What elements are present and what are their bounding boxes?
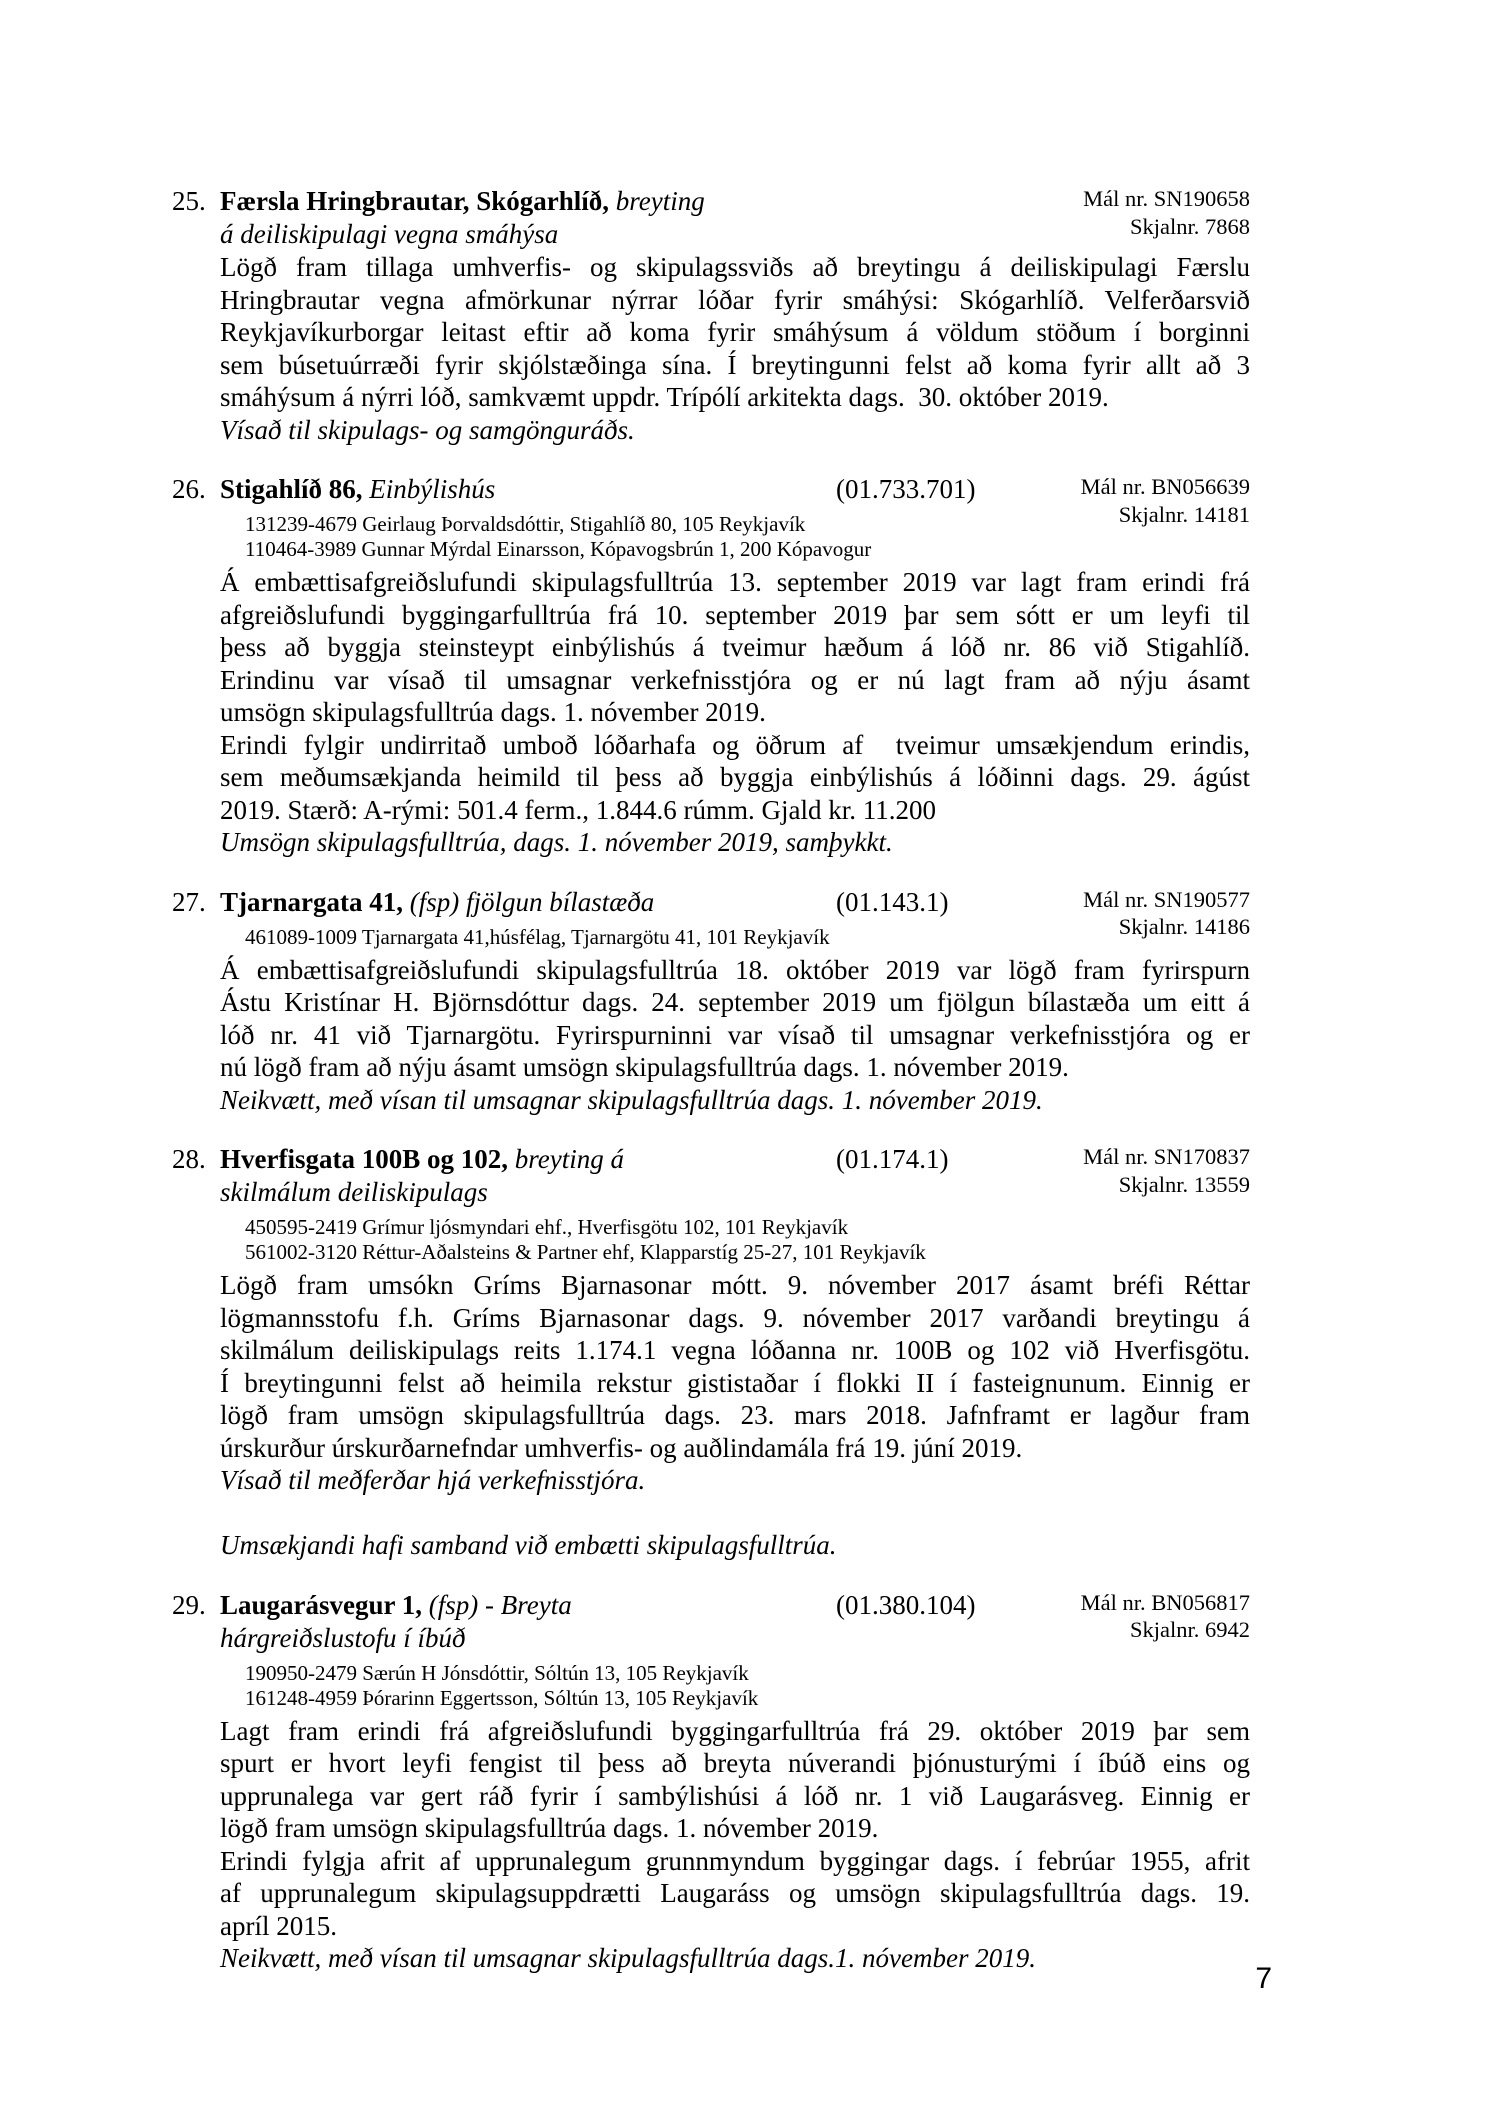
- party-line: 190950-2479 Særún H Jónsdóttir, Sóltún 13, 105 Reykjavík: [245, 1660, 749, 1685]
- item-subtitle: (fsp) fjölgun bílastæða: [409, 886, 655, 917]
- party-list: [245, 1215, 1250, 1265]
- plan-area-number: (01.174.1): [836, 1144, 949, 1174]
- party-line: 131239-4679 Geirlaug Þorvaldsdóttir, Stigahlíð 80, 105 Reykjavík: [245, 512, 806, 536]
- document-number: Skjalnr. 14186: [1118, 914, 1250, 939]
- party-line: 561002-3120 Réttur-Aðalsteins & Partner ehf, Klapparstíg 25-27, 101 Reykjavík: [245, 1240, 926, 1264]
- conclusion-paragraph: [220, 414, 1250, 447]
- body-line: Hringbrautar vegna afmörkunar nýrrar lóðar fyrir smáhýsi: Skógarhlíð. Velferðarsvið: [220, 284, 1250, 315]
- agenda-item: [0, 1143, 1500, 1562]
- body-line: lögð fram umsögn skipulagsfulltrúa dags. 1. nóvember 2019.: [220, 1813, 879, 1843]
- body-line: af upprunalegum skipulagsuppdrætti Laugaráss og umsögn skipulagsfulltrúa dags. 19.: [220, 1878, 1250, 1908]
- body-line: sem búsetuúrræði fyrir skjólstæðinga sína. Í breytingunni felst að koma fyrir allt að 3: [220, 349, 1250, 380]
- body-line: Umsækjandi hafi samband við embætti skipulagsfulltrúa.: [220, 1530, 837, 1560]
- body-line: Lögð fram umsókn Gríms Bjarnasonar mótt. 9. nóvember 2017 ásamt bréfi Réttar: [220, 1270, 1250, 1300]
- item-number: 27.: [172, 886, 206, 917]
- body-line: afgreiðslufundi byggingarfulltrúa frá 10. september 2019 þar sem sótt er um leyfi til: [220, 599, 1250, 630]
- document-number: Skjalnr. 13559: [1118, 1171, 1250, 1197]
- item-title: Færsla Hringbrautar, Skógarhlíð,: [220, 186, 610, 216]
- item-body: [220, 251, 1250, 446]
- case-number: Mál nr. BN056639: [1080, 474, 1250, 499]
- item-subtitle-line2: á deiliskipulagi vegna smáhýsa: [220, 219, 559, 249]
- body-line: spurt er hvort leyfi fengist til þess að breyta núverandi þjónusturými í íbúð eins og: [220, 1748, 1250, 1778]
- body-paragraph: [220, 729, 1250, 827]
- body-line: Lögð fram tillaga umhverfis- og skipulagssviðs að breytingu á deiliskipulagi Færslu: [220, 252, 1250, 282]
- item-number: 26.: [172, 474, 206, 504]
- body-line: lóð nr. 41 við Tjarnargötu. Fyrirspurninni var vísað til umsagnar verkefnisstjóra og er: [220, 1019, 1250, 1050]
- item-subtitle: (fsp) - Breyta: [428, 1589, 572, 1620]
- agenda-item: [0, 185, 1500, 446]
- body-paragraph: [220, 954, 1250, 1084]
- conclusion-paragraph: [220, 1464, 1250, 1497]
- plan-area-number: (01.380.104): [836, 1589, 976, 1620]
- body-line: upprunalega var gert ráð fyrir í sambýlishúsi á lóð nr. 1 við Laugarásveg. Einnig er: [220, 1780, 1250, 1811]
- item-content: [220, 1143, 1250, 1562]
- agenda-item: [0, 473, 1500, 859]
- party-line: 450595-2419 Grímur ljósmyndari ehf., Hverfisgötu 102, 101 Reykjavík: [245, 1215, 849, 1239]
- body-line: Erindinu var vísað til umsagnar verkefnisstjóra og er nú lagt fram að nýju ásamt: [220, 664, 1250, 695]
- item-body: [220, 1715, 1250, 1975]
- agenda-item: [0, 886, 1500, 1117]
- item-title: Laugarásvegur 1,: [220, 1589, 423, 1620]
- item-content: [220, 1589, 1250, 1975]
- body-line: Á embættisafgreiðslufundi skipulagsfulltrúa 18. október 2019 var lögð fram fyrirspurn: [220, 954, 1250, 985]
- conclusion-paragraph: [220, 1529, 1250, 1562]
- body-line: umsögn skipulagsfulltrúa dags. 1. nóvember 2019.: [220, 697, 766, 727]
- conclusion-paragraph: [220, 1084, 1250, 1117]
- body-line: Neikvætt, með vísan til umsagnar skipulagsfulltrúa dags.1. nóvember 2019.: [220, 1943, 1036, 1973]
- body-line: nú lögð fram að nýju ásamt umsögn skipulagsfulltrúa dags. 1. nóvember 2019.: [220, 1052, 1069, 1082]
- body-paragraph: [220, 1269, 1250, 1464]
- party-line: 110464-3989 Gunnar Mýrdal Einarsson, Kópavogsbrún 1, 200 Kópavogur: [245, 537, 872, 561]
- plan-area-number: (01.733.701): [836, 474, 976, 504]
- item-number: 28.: [172, 1144, 206, 1174]
- case-number: Mál nr. SN190577: [1083, 886, 1250, 912]
- party-line: 461089-1009 Tjarnargata 41,húsfélag, Tjarnargötu 41, 101 Reykjavík: [245, 924, 830, 949]
- case-number: Mál nr. SN170837: [1083, 1144, 1250, 1169]
- conclusion-paragraph: [220, 1942, 1250, 1975]
- item-number: 25.: [172, 186, 206, 216]
- party-line: 161248-4959 Þórarinn Eggertsson, Sóltún 13, 105 Reykjavík: [245, 1685, 759, 1710]
- party-list: [245, 1661, 1250, 1711]
- body-line: Ástu Kristínar H. Björnsdóttur dags. 24. september 2019 um fjölgun bílastæða um eitt á: [220, 987, 1250, 1017]
- item-title: Stigahlíð 86,: [220, 474, 363, 504]
- case-number: Mál nr. SN190658: [1083, 186, 1250, 211]
- body-line: úrskurður úrskurðarnefndar umhverfis- og auðlindamála frá 19. júní 2019.: [220, 1432, 1023, 1463]
- agenda-items: [0, 185, 1500, 2002]
- body-line: Erindi fylgir undirritað umboð lóðarhafa og öðrum af tveimur umsækjendum erindis,: [220, 729, 1250, 760]
- item-subtitle: Einbýlishús: [369, 474, 496, 504]
- item-title-row: [220, 473, 1250, 506]
- body-line: Neikvætt, með vísan til umsagnar skipulagsfulltrúa dags. 1. nóvember 2019.: [220, 1084, 1043, 1115]
- case-number: Mál nr. BN056817: [1080, 1589, 1250, 1615]
- body-line: Reykjavíkurborgar leitast eftir að koma fyrir smáhýsum á völdum stöðum í borginni: [220, 317, 1250, 347]
- body-paragraph: [220, 1845, 1250, 1943]
- conclusion-paragraph: [220, 826, 1250, 859]
- item-body: [220, 1269, 1250, 1562]
- footer-page-number: 7: [1255, 1962, 1272, 1995]
- item-title-row: [220, 886, 1250, 919]
- item-title-row: [220, 185, 1250, 218]
- document-number: Skjalnr. 6942: [1129, 1617, 1250, 1642]
- body-line: lögmannsstofu f.h. Gríms Bjarnasonar dags. 9. nóvember 2017 varðandi breytingu á: [220, 1302, 1250, 1333]
- item-subtitle: breyting á: [514, 1144, 624, 1174]
- item-title: Tjarnargata 41,: [220, 886, 403, 917]
- item-subtitle-line2: skilmálum deiliskipulags: [220, 1177, 488, 1207]
- item-subtitle-line2: hárgreiðslustofu í íbúð: [220, 1622, 466, 1653]
- body-paragraph: [220, 1715, 1250, 1845]
- item-title-row: [220, 1143, 1250, 1176]
- item-subtitle: breyting: [615, 186, 705, 216]
- body-paragraph: [220, 251, 1250, 414]
- body-line: sem meðumsækjanda heimild til þess að byggja einbýlishús á lóðinni dags. 29. ágúst: [220, 762, 1250, 792]
- body-line: Lagt fram erindi frá afgreiðslufundi byggingarfulltrúa frá 29. október 2019 þar sem: [220, 1715, 1250, 1746]
- item-body: [220, 566, 1250, 859]
- body-paragraph: [220, 566, 1250, 729]
- body-line: smáhýsum á nýrri lóð, samkvæmt uppdr. Trípólí arkitekta dags. 30. október 2019.: [220, 382, 1109, 412]
- item-title: Hverfisgata 100B og 102,: [220, 1144, 508, 1174]
- body-line: skilmálum deiliskipulags reits 1.174.1 vegna lóðanna nr. 100B og 102 við Hverfisgötu.: [220, 1335, 1250, 1365]
- body-line: Erindi fylgja afrit af upprunalegum grunnmyndum byggingar dags. í febrúar 1955, afrit: [220, 1845, 1250, 1876]
- document-number: Skjalnr. 14181: [1118, 501, 1250, 527]
- item-number: 29.: [172, 1589, 206, 1620]
- body-line: Vísað til meðferðar hjá verkefnisstjóra.: [220, 1465, 646, 1495]
- body-line: Umsögn skipulagsfulltrúa, dags. 1. nóvember 2019, samþykkt.: [220, 827, 893, 857]
- body-line: Á embættisafgreiðslufundi skipulagsfulltrúa 13. september 2019 var lagt fram erindi frá: [220, 567, 1250, 597]
- body-line: 2019. Stærð: A-rými: 501.4 ferm., 1.844.6 rúmm. Gjald kr. 11.200: [220, 794, 936, 825]
- item-body: [220, 954, 1250, 1117]
- body-line: Í breytingunni felst að heimila rekstur gististaðar í flokki II í fasteignunum. Einnig er: [220, 1367, 1250, 1398]
- plan-area-number: (01.143.1): [836, 886, 949, 917]
- body-line: Vísað til skipulags- og samgönguráðs.: [220, 414, 635, 445]
- item-title-row: [220, 1589, 1250, 1622]
- body-line: þess að byggja steinsteypt einbýlishús á tveimur hæðum á lóð nr. 86 við Stigahlíð.: [220, 632, 1250, 662]
- body-line: apríl 2015.: [220, 1910, 337, 1941]
- document-number: Skjalnr. 7868: [1129, 213, 1250, 239]
- body-line: lögð fram umsögn skipulagsfulltrúa dags. 23. mars 2018. Jafnframt er lagður fram: [220, 1400, 1250, 1430]
- item-content: [220, 473, 1250, 859]
- agenda-item: [0, 1589, 1500, 1975]
